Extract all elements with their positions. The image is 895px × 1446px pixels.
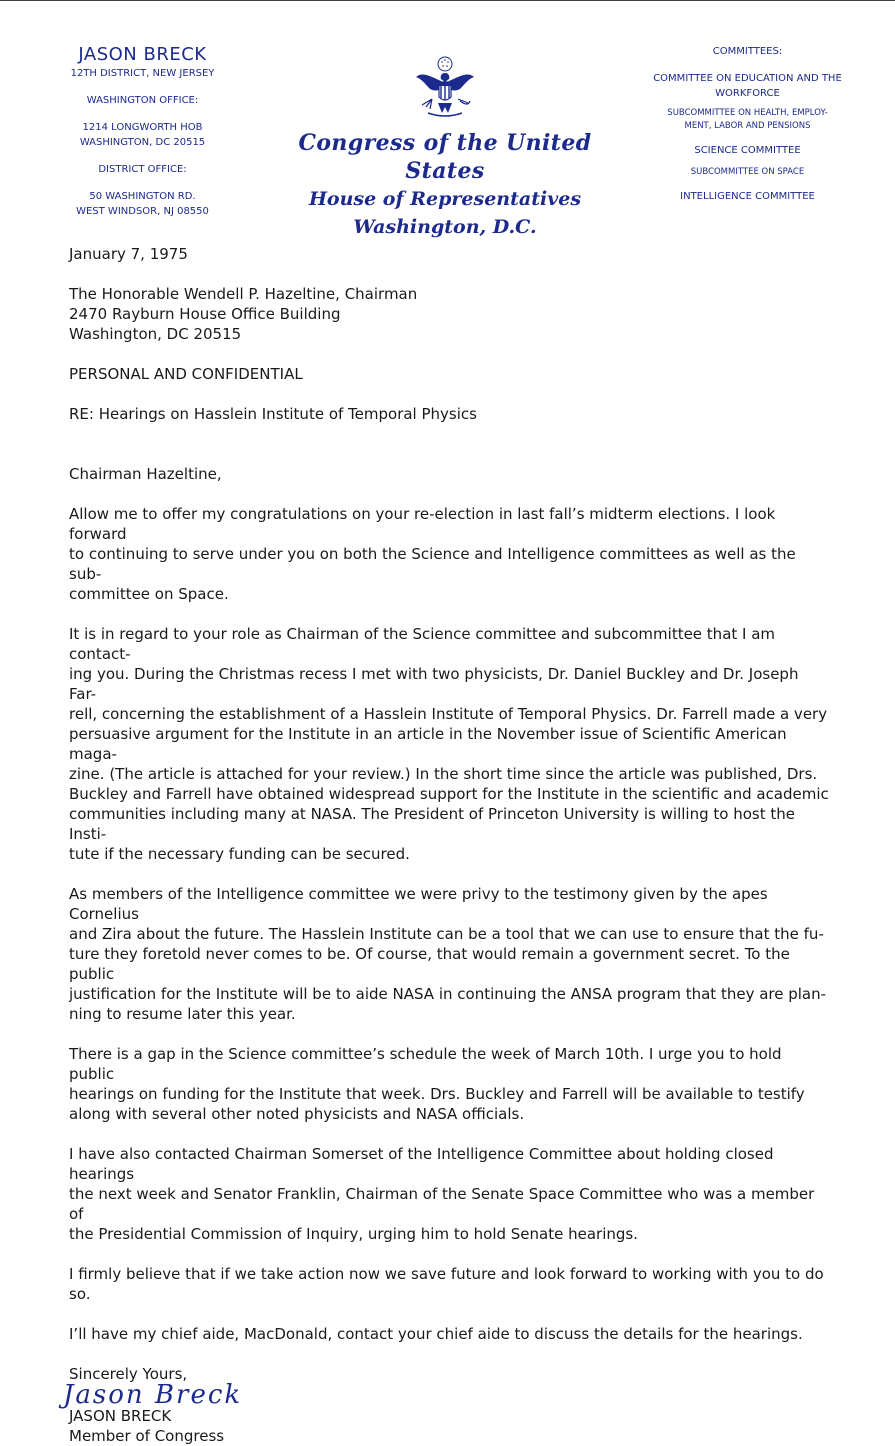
congress-title: Congress of the United States xyxy=(298,130,592,184)
committee-education-line2: WORKFORCE xyxy=(715,88,780,99)
washington-office-address-line1: 1214 LONGWORTH HOB xyxy=(82,122,203,133)
letter-date: January 7, 1975 xyxy=(69,245,188,263)
paragraph-line: I firmly believe that if we take action now we save future and look forward to working with you to do xyxy=(69,1265,824,1283)
letterhead-right-column xyxy=(640,44,855,204)
letterhead xyxy=(0,0,895,238)
recipient-line3: Washington, DC 20515 xyxy=(69,325,242,343)
eagle-seal-icon xyxy=(410,55,480,125)
paragraph-line: the next week and Senator Franklin, Chairman of the Senate Space Committee who was a member of xyxy=(69,1185,815,1223)
representative-name: JASON BRECK xyxy=(78,44,207,65)
recipient-line2: 2470 Rayburn House Office Building xyxy=(69,305,341,323)
subject-line: RE: Hearings on Hasslein Institute of Temporal Physics xyxy=(69,405,477,423)
house-subtitle: House of Representatives xyxy=(308,188,582,210)
paragraph-line: committee on Space. xyxy=(69,585,229,603)
paragraph-line: justification for the Institute will be to aide NASA in continuing the ANSA program that they are plan- xyxy=(69,985,827,1003)
washington-office-label: WASHINGTON OFFICE: xyxy=(86,95,199,106)
subcommittee-health-line2: MENT, LABOR AND PENSIONS xyxy=(684,121,811,131)
paragraph-line: rell, concerning the establishment of a Hasslein Institute of Temporal Physics. Dr. Farrell made a very xyxy=(69,705,828,723)
paragraph-7 xyxy=(69,1324,829,1344)
location-subtitle: Washington, D.C. xyxy=(353,216,537,238)
paragraph-6 xyxy=(69,1264,829,1304)
paragraph-line: so. xyxy=(69,1285,91,1303)
paragraph-line: ture they foretold never comes to be. Of course, that would remain a government secret. To the public xyxy=(69,945,790,983)
committee-education-line1: COMMITTEE ON EDUCATION AND THE xyxy=(653,73,842,84)
letterhead-left-column xyxy=(55,44,230,219)
paragraph-2 xyxy=(69,624,829,864)
subcommittee-health-line1: SUBCOMMITTEE ON HEALTH, EMPLOY- xyxy=(667,108,828,118)
paragraph-line: persuasive argument for the Institute in an article in the November issue of Scientific American maga- xyxy=(69,725,787,763)
paragraph-line: zine. (The article is attached for your review.) In the short time since the article was published, Drs. xyxy=(69,765,818,783)
signer-name: JASON BRECK xyxy=(69,1407,172,1425)
salutation: Chairman Hazeltine, xyxy=(69,465,222,483)
paragraph-line: along with several other noted physicists and NASA officials. xyxy=(69,1105,525,1123)
committee-intelligence: INTELLIGENCE COMMITTEE xyxy=(680,191,815,202)
washington-office-address-line2: WASHINGTON, DC 20515 xyxy=(79,137,206,148)
committees-label: COMMITTEES: xyxy=(712,46,783,57)
paragraph-line: There is a gap in the Science committee’s schedule the week of March 10th. I urge you to hold public xyxy=(69,1045,782,1083)
recipient-line1: The Honorable Wendell P. Hazeltine, Chairman xyxy=(69,285,418,303)
closing: Sincerely Yours, xyxy=(69,1365,188,1383)
paragraph-5 xyxy=(69,1144,829,1244)
subcommittee-space: SUBCOMMITTEE ON SPACE xyxy=(690,167,805,177)
paragraph-line: Buckley and Farrell have obtained widespread support for the Institute in the scientific and academic xyxy=(69,785,829,803)
district: 12TH DISTRICT, NEW JERSEY xyxy=(70,68,215,79)
committee-science: SCIENCE COMMITTEE xyxy=(694,145,801,156)
district-office-label: DISTRICT OFFICE: xyxy=(98,164,187,175)
paragraph-1 xyxy=(69,504,829,604)
signer-title: Member of Congress xyxy=(69,1427,225,1445)
paragraph-4 xyxy=(69,1044,829,1124)
district-office-address-line2: WEST WINDSOR, NJ 08550 xyxy=(76,206,209,217)
paragraph-line: Allow me to offer my congratulations on your re-election in last fall’s midterm elections. I look forward xyxy=(69,505,776,543)
paragraph-line: to continuing to serve under you on both the Science and Intelligence committees as well as the sub- xyxy=(69,545,796,583)
paragraph-line: ing you. During the Christmas recess I met with two physicists, Dr. Daniel Buckley and Dr. Joseph Far- xyxy=(69,665,799,703)
paragraph-line: It is in regard to your role as Chairman of the Science committee and subcommittee that I am contact- xyxy=(69,625,776,663)
handwritten-signature: Jason Breck xyxy=(63,1380,243,1410)
paragraph-line: ning to resume later this year. xyxy=(69,1005,296,1023)
confidential-notice: PERSONAL AND CONFIDENTIAL xyxy=(69,365,303,383)
paragraph-line: As members of the Intelligence committee we were privy to the testimony given by the apes Cornelius xyxy=(69,885,768,923)
paragraph-line: the Presidential Commission of Inquiry, urging him to hold Senate hearings. xyxy=(69,1225,638,1243)
paragraph-line: tute if the necessary funding can be secured. xyxy=(69,845,410,863)
paragraph-3 xyxy=(69,884,829,1024)
letterhead-center xyxy=(270,55,620,241)
paragraph-line: I’ll have my chief aide, MacDonald, contact your chief aide to discuss the details for the hearings. xyxy=(69,1325,803,1343)
paragraph-line: hearings on funding for the Institute that week. Drs. Buckley and Farrell will be available to testify xyxy=(69,1085,805,1103)
paragraph-line: I have also contacted Chairman Somerset of the Intelligence Committee about holding closed hearings xyxy=(69,1145,774,1183)
paragraph-line: communities including many at NASA. The President of Princeton University is willing to host the Insti- xyxy=(69,805,795,843)
paragraph-line: and Zira about the future. The Hasslein Institute can be a tool that we can use to ensure that the fu- xyxy=(69,925,824,943)
district-office-address-line1: 50 WASHINGTON RD. xyxy=(89,191,196,202)
